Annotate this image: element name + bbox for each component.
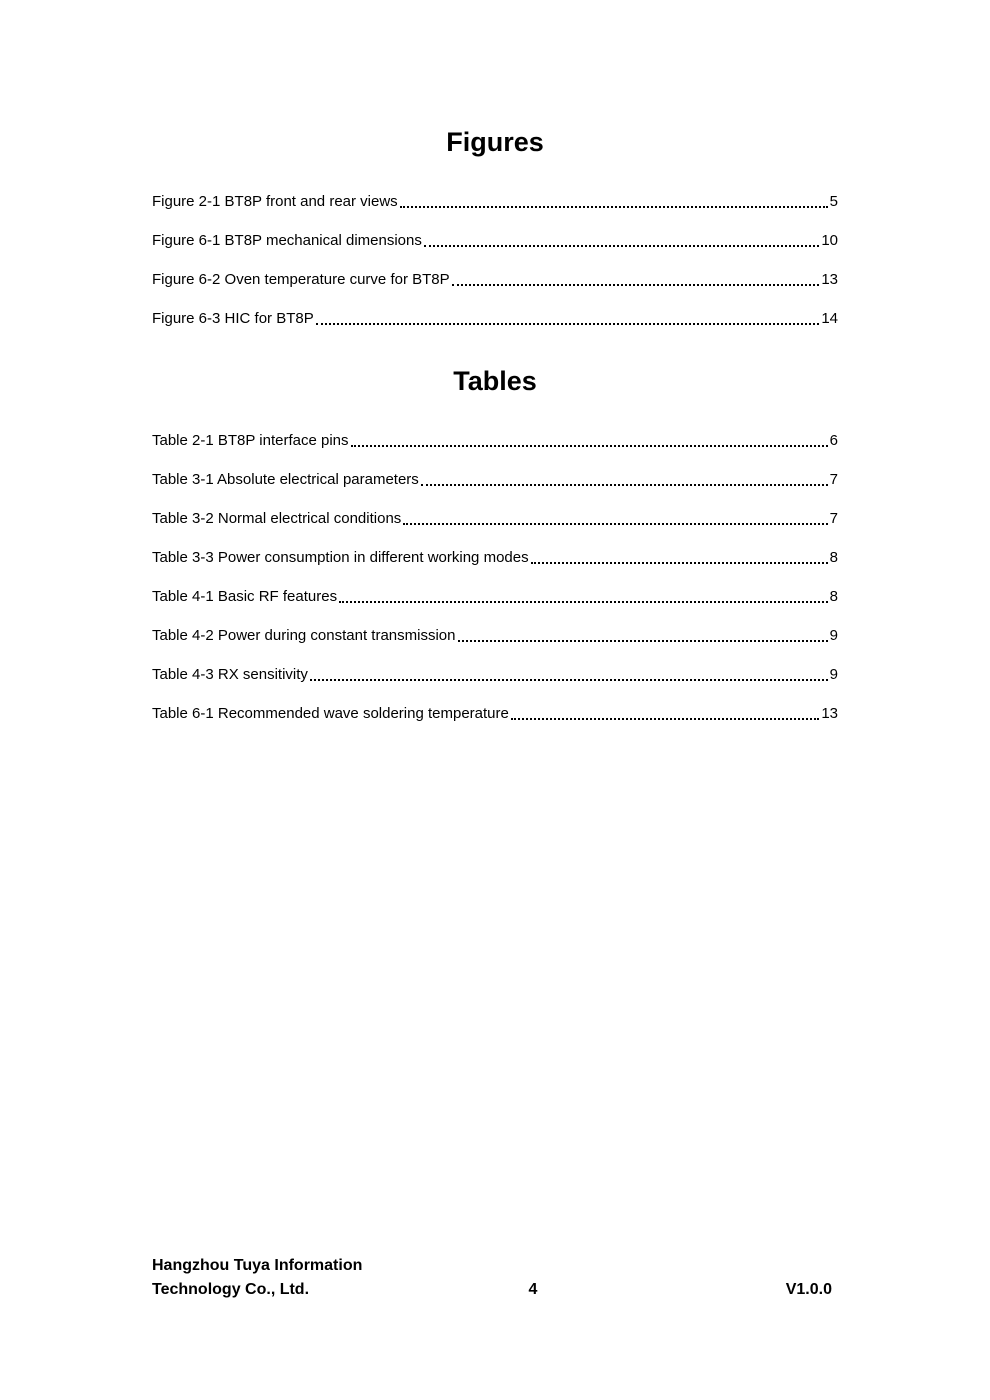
toc-entry-page-number: 7 xyxy=(829,471,838,488)
dot-leader xyxy=(316,323,820,325)
footer-company-line1: Hangzhou Tuya Information xyxy=(152,1257,363,1274)
toc-entry[interactable] xyxy=(152,192,838,212)
toc-entry[interactable] xyxy=(152,704,838,724)
page-footer xyxy=(152,1254,838,1304)
dot-leader xyxy=(310,679,828,681)
toc-entry-page-number: 9 xyxy=(829,627,838,644)
tables-toc-list xyxy=(152,431,838,724)
dot-leader xyxy=(424,245,819,247)
toc-entry-label: Table 2-1 BT8P interface pins xyxy=(152,432,349,449)
footer-version: V1.0.0 xyxy=(785,1281,832,1298)
toc-entry-page-number: 10 xyxy=(821,232,838,249)
toc-entry[interactable] xyxy=(152,587,838,607)
dot-leader xyxy=(351,445,828,447)
toc-entry-label: Figure 6-2 Oven temperature curve for BT8P xyxy=(152,271,450,288)
dot-leader xyxy=(421,484,828,486)
toc-entry[interactable] xyxy=(152,309,838,329)
toc-entry[interactable] xyxy=(152,431,838,451)
toc-entry-label: Figure 6-1 BT8P mechanical dimensions xyxy=(152,232,422,249)
tables-heading: Tables xyxy=(453,366,537,396)
dot-leader xyxy=(403,523,827,525)
figures-toc-list xyxy=(152,192,838,329)
footer-company-name xyxy=(152,1254,362,1302)
toc-entry-page-number: 9 xyxy=(829,666,838,683)
toc-entry[interactable] xyxy=(152,665,838,685)
toc-entry-label: Table 4-1 Basic RF features xyxy=(152,588,338,605)
toc-entry[interactable] xyxy=(152,270,838,290)
toc-entry-label: Table 3-3 Power consumption in different working modes xyxy=(152,549,529,566)
toc-entry-page-number: 8 xyxy=(829,588,838,605)
toc-entry[interactable] xyxy=(152,470,838,490)
dot-leader xyxy=(458,640,828,642)
toc-entry-label: Table 3-1 Absolute electrical parameters xyxy=(152,471,419,488)
figures-heading: Figures xyxy=(446,127,544,157)
footer-page-number: 4 xyxy=(528,1281,538,1298)
toc-entry-page-number: 8 xyxy=(829,549,838,566)
toc-entry-page-number: 13 xyxy=(821,271,838,288)
toc-entry[interactable] xyxy=(152,626,838,646)
toc-entry-label: Figure 6-3 HIC for BT8P xyxy=(152,310,314,327)
toc-entry-page-number: 5 xyxy=(829,193,838,210)
toc-entry-label: Table 4-2 Power during constant transmission xyxy=(152,627,456,644)
toc-entry-label: Figure 2-1 BT8P front and rear views xyxy=(152,193,398,210)
dot-leader xyxy=(339,601,828,603)
dot-leader xyxy=(400,206,828,208)
toc-entry-page-number: 6 xyxy=(829,432,838,449)
dot-leader xyxy=(531,562,828,564)
dot-leader xyxy=(511,718,819,720)
toc-entry-page-number: 14 xyxy=(821,310,838,327)
toc-entry[interactable] xyxy=(152,231,838,251)
toc-entry[interactable] xyxy=(152,509,838,529)
dot-leader xyxy=(452,284,820,286)
toc-entry-label: Table 6-1 Recommended wave soldering temperature xyxy=(152,705,509,722)
toc-entry-label: Table 3-2 Normal electrical conditions xyxy=(152,510,402,527)
toc-entry[interactable] xyxy=(152,548,838,568)
footer-company-line2: Technology Co., Ltd. xyxy=(152,1281,310,1298)
toc-entry-page-number: 7 xyxy=(829,510,838,527)
toc-entry-label: Table 4-3 RX sensitivity xyxy=(152,666,308,683)
toc-entry-page-number: 13 xyxy=(821,705,838,722)
